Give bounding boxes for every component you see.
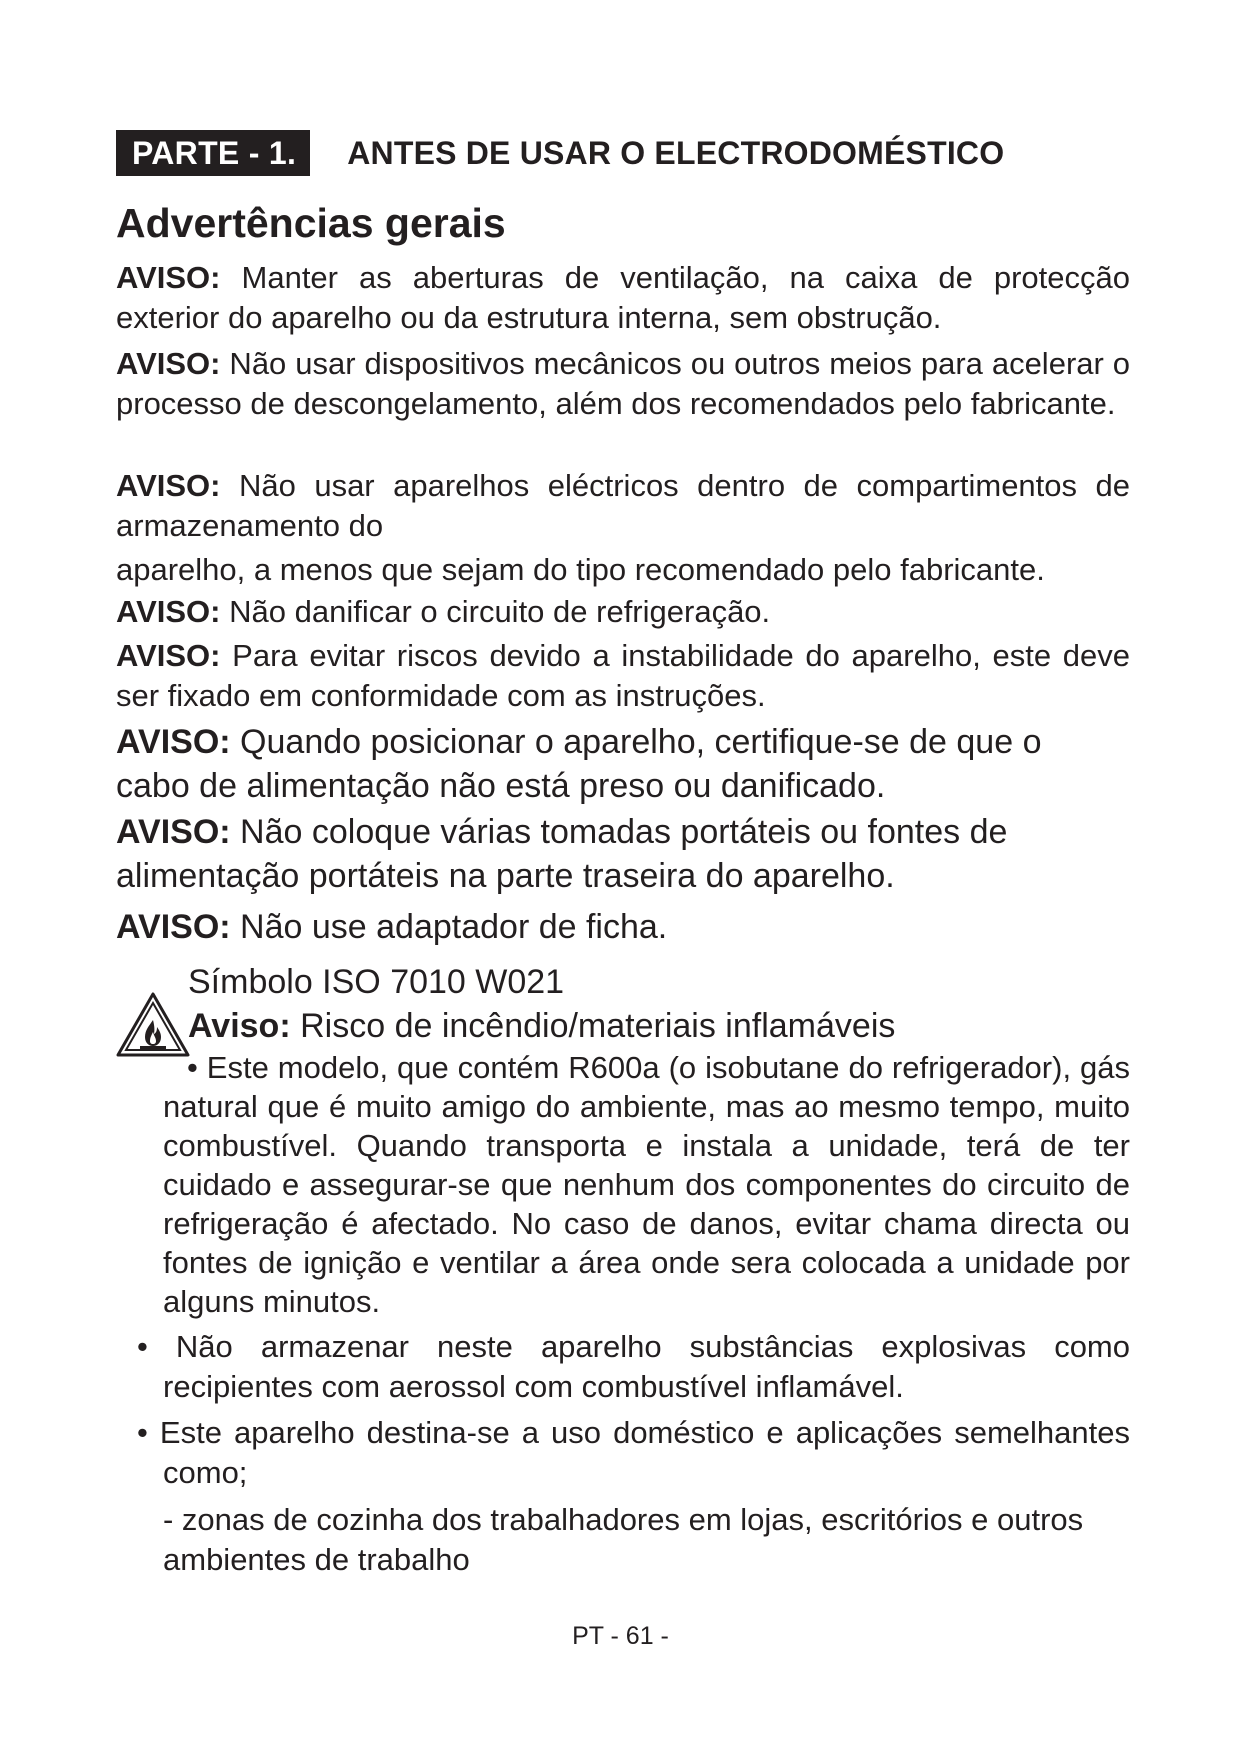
iso-warning-label: Aviso:	[188, 1007, 291, 1045]
dash-item: - zonas de cozinha dos trabalhadores em lojas, escritórios e outros ambientes de trabalho	[163, 1502, 1084, 1577]
warning-paragraph	[116, 720, 1116, 808]
bullet-item: • Este modelo, que contém R600a (o isobutane do refrigerador), gás natural que é muito amigo do ambiente, mas ao mesmo tempo, muito combustível. Quando transporta e instala a unidade, terá de ter cuidado e assegurar-se que nenhum dos componentes do circuito de refrigeração é afectado. No caso de danos, evitar chama directa ou fontes de ignição e ventilar a área onde sera colocada a unidade por alguns minutos.	[163, 1050, 1130, 1319]
warning-label: AVISO:	[116, 813, 231, 851]
iso-warning-line	[188, 1004, 895, 1048]
warning-text: Não usar aparelhos eléctricos dentro de compartimentos de armazenamento do	[116, 468, 1130, 543]
warning-text: Não use adaptador de ficha.	[230, 908, 668, 946]
part-header	[116, 130, 1004, 176]
warning-paragraph	[116, 344, 1130, 424]
page-number: PT - 61 -	[572, 1622, 669, 1650]
warning-text: Para evitar riscos devido a instabilidade do aparelho, este deve ser fixado em conformidade com as instruções.	[116, 638, 1130, 713]
warning-label: AVISO:	[116, 908, 231, 946]
bullet-item: • Este aparelho destina-se a uso doméstico e aplicações semelhantes como;	[137, 1415, 1130, 1490]
warning-label: AVISO:	[116, 723, 231, 761]
warning-paragraph	[116, 810, 1116, 898]
warning-label: AVISO:	[116, 594, 221, 629]
warning-text: Não danificar o circuito de refrigeração.	[220, 594, 771, 629]
warning-text: Não usar dispositivos mecânicos ou outros meios para acelerar o processo de descongelamento, além dos recomendados pelo fabricante.	[116, 346, 1130, 421]
bullet-item: • Não armazenar neste aparelho substâncias explosivas como recipientes com aerossol com combustível inflamável.	[137, 1329, 1130, 1404]
warning-text: Não coloque várias tomadas portáteis ou fontes de alimentação portáteis na parte traseira do aparelho.	[116, 813, 1008, 895]
warning-text: Manter as aberturas de ventilação, na caixa de protecção exterior do aparelho ou da estrutura interna, sem obstrução.	[116, 260, 1130, 335]
warning-paragraph	[116, 636, 1130, 716]
warning-paragraph	[116, 258, 1130, 338]
warning-continuation	[116, 550, 1130, 590]
part-badge: PARTE - 1.	[116, 130, 310, 176]
warning-label: AVISO:	[116, 346, 221, 381]
warning-label: AVISO:	[116, 468, 221, 503]
iso-symbol-line: Símbolo ISO 7010 W021	[188, 963, 565, 1001]
warning-text: Quando posicionar o aparelho, certifique-se de que o cabo de alimentação não está preso ou danificado.	[116, 723, 1042, 805]
section-title: ANTES DE USAR O ELECTRODOMÉSTICO	[347, 134, 1005, 171]
warning-paragraph	[116, 466, 1130, 546]
warning-label: AVISO:	[116, 260, 221, 295]
warning-text: aparelho, a menos que sejam do tipo recomendado pelo fabricante.	[116, 552, 1045, 587]
page-heading: Advertências gerais	[116, 200, 506, 246]
warning-label: AVISO:	[116, 638, 221, 673]
warning-paragraph	[116, 592, 1130, 632]
warning-paragraph	[116, 905, 1130, 949]
iso-warning-text: Risco de incêndio/materiais inflamáveis	[290, 1007, 896, 1045]
